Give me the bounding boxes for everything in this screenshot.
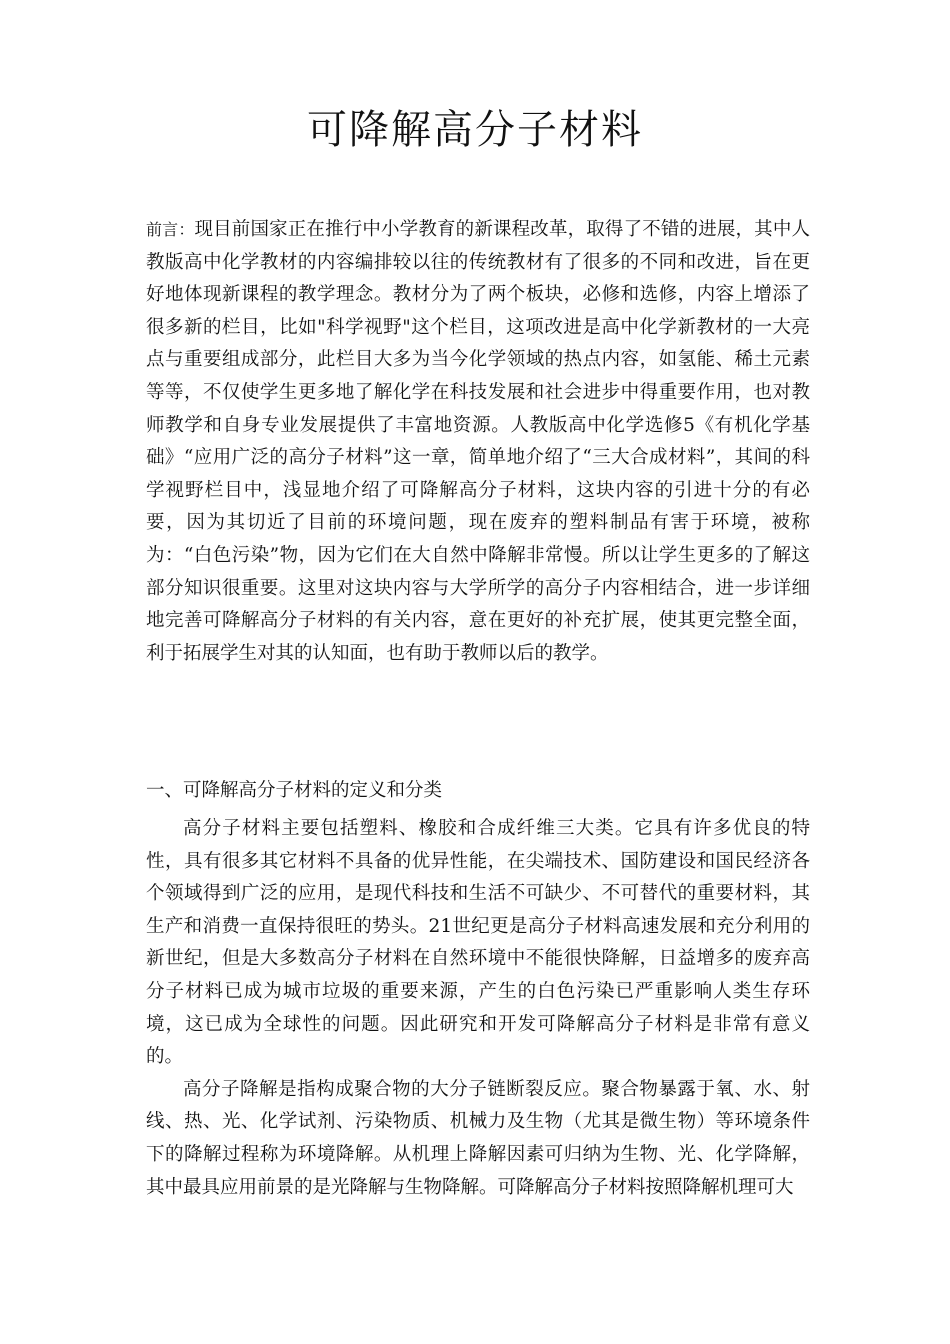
section-heading: 一、可降解高分子材料的定义和分类 xyxy=(146,780,443,801)
document-title: 可降解高分子材料 xyxy=(307,107,643,153)
section-paragraph-2: 高分子降解是指构成聚合物的大分子链断裂反应。聚合物暴露于氧、水、射线、热、光、化学试剂、污染物质、机械力及生物（尤其是微生物）等环境条件下的降解过程称为环境降解。从机理上降解因素可归纳为生物、光、化学降解，其中最具应用前景的是光降解与生物降解。可降解高分子材料按照降解机理可大 xyxy=(146,1078,810,1198)
intro-label: 前言： xyxy=(146,220,195,239)
intro-text: 现目前国家正在推行中小学教育的新课程改革，取得了不错的进展，其中人教版高中化学教材的内容编排较以往的传统教材有了很多的不同和改进，旨在更好地体现新课程的教学理念。教材分为了两个板块，必修和选修，内容上增添了很多新的栏目，比如"科学视野"这个栏目，这项改进是高中化学新教材的一大亮点与重要组成部分，此栏目大多为当今化学领域的热点内容，如氢能、稀土元素等等，不仅使学生更多地了解化学在科技发展和社会进步中得重要作用，也对教师教学和自身专业发展提供了丰富地资源。人教版高中化学选修5《有机化学基础》“应用广泛的高分子材料”这一章，简单地介绍了“三大合成材料”，其间的科学视野栏目中，浅显地介绍了可降解高分子材料，这块内容的引进十分的有必要，因为其切近了目前的环境问题，现在废弃的塑料制品有害于环境，被称为：“白色污染”物，因为它们在大自然中降解非常慢。所以让学生更多的了解这部分知识很重要。这里对这块内容与大学所学的高分子内容相结合，进一步详细地完善可降解高分子材料的有关内容，意在更好的补充扩展，使其更完整全面，利于拓展学生对其的认知面，也有助于教师以后的教学。 xyxy=(146,219,810,664)
section-paragraph-1: 高分子材料主要包括塑料、橡胶和合成纤维三大类。它具有许多优良的特性，具有很多其它材料不具备的优异性能，在尖端技术、国防建设和国民经济各个领域得到广泛的应用，是现代科技和生活不可缺少、不可替代的重要材料，其生产和消费一直保持很旺的势头。21世纪更是高分子材料高速发展和充分利用的新世纪，但是大多数高分子材料在自然环境中不能很快降解，日益增多的废弃高分子材料已成为城市垃圾的重要来源，产生的白色污染已严重影响人类生存环境，这已成为全球性的问题。因此研究和开发可降解高分子材料是非常有意义的。 xyxy=(146,818,810,1068)
intro-paragraph xyxy=(146,214,810,670)
section-body xyxy=(146,813,810,1204)
